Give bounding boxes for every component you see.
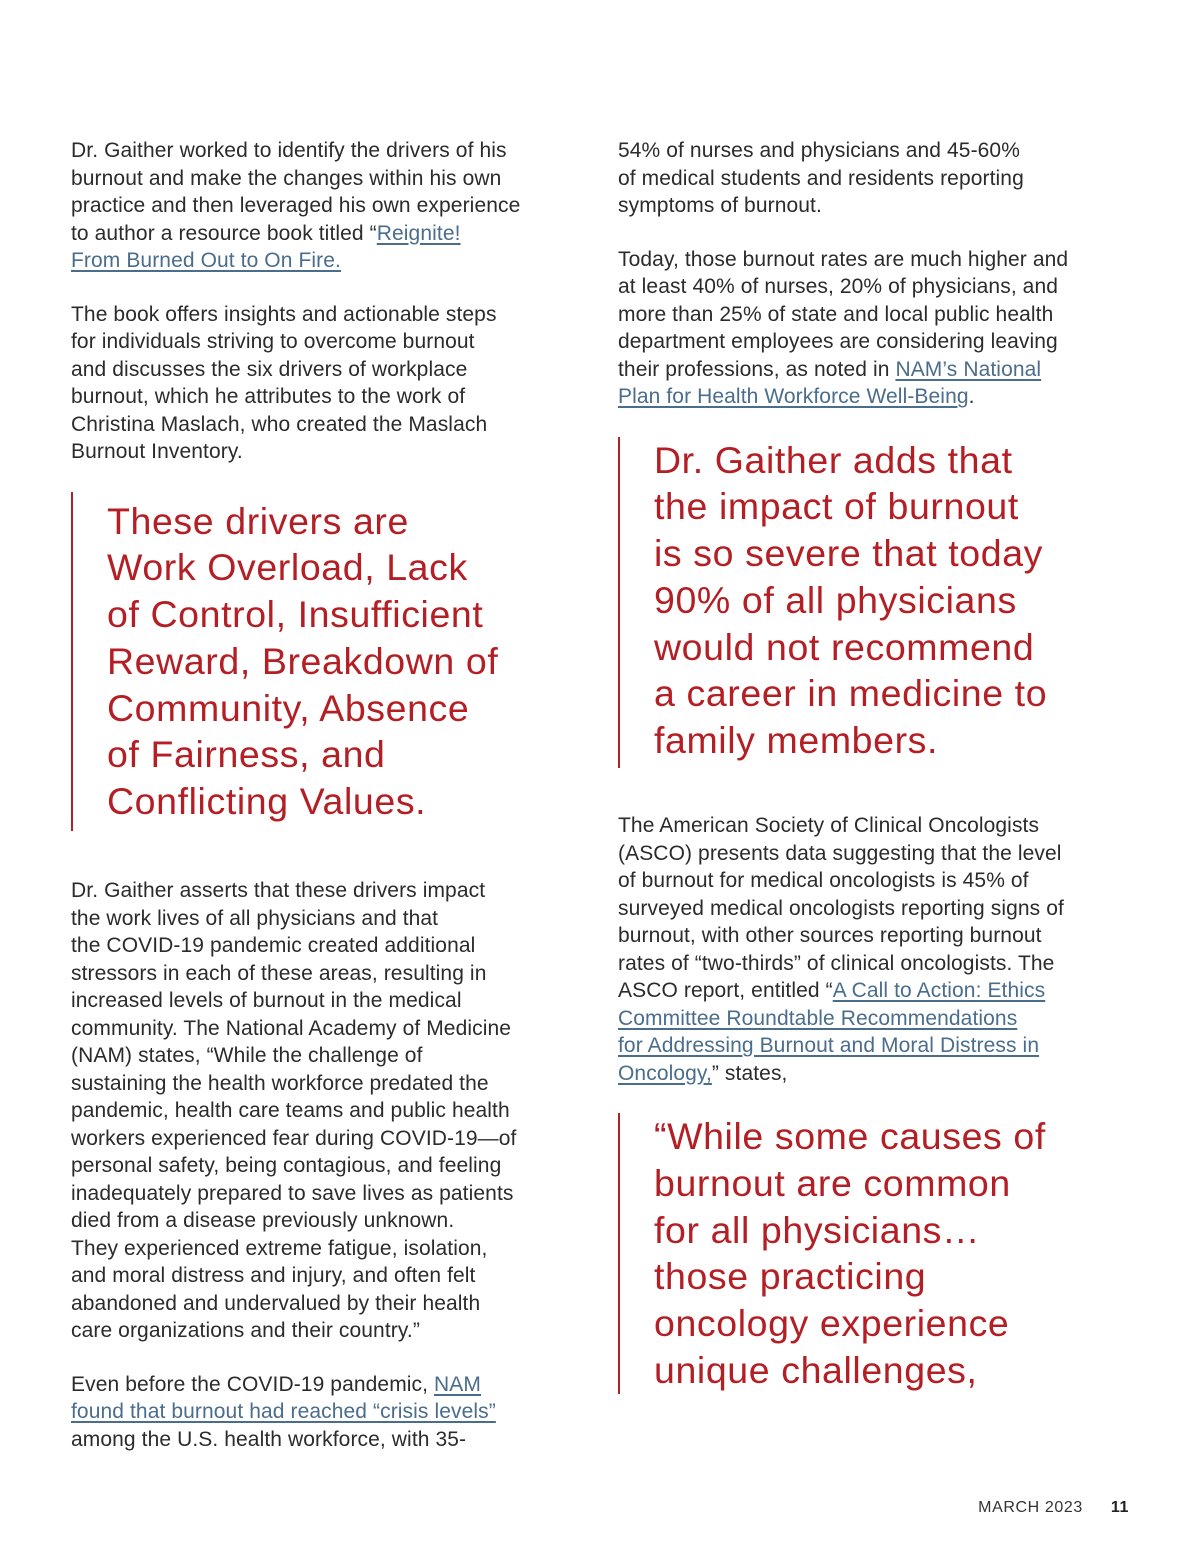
text-line: at least 40% of nurses, 20% of physicians, and bbox=[618, 275, 1059, 298]
text-line: for individuals striving to overcome burnout bbox=[71, 330, 475, 353]
text-line: died from a disease previously unknown. bbox=[71, 1209, 455, 1233]
quote-line: Reward, Breakdown of bbox=[107, 639, 499, 682]
nam-crisis-link-cont[interactable]: found that burnout had reached “crisis levels” bbox=[71, 1400, 496, 1424]
text-line: care organizations and their country.” bbox=[71, 1319, 420, 1343]
text-line: personal safety, being contagious, and feeling bbox=[71, 1154, 502, 1178]
text-fragment: to author a resource book titled “ bbox=[71, 221, 377, 245]
asco-report-link-cont[interactable]: Committee Roundtable Recommendations bbox=[618, 1006, 1018, 1030]
text-line: increased levels of burnout in the medical bbox=[71, 989, 462, 1013]
text-line: The American Society of Clinical Oncologists bbox=[618, 814, 1040, 838]
text-line bbox=[618, 1005, 1138, 1033]
asco-report-link-cont[interactable]: Oncology, bbox=[618, 1061, 712, 1085]
text-line: abandoned and undervalued by their health bbox=[71, 1291, 481, 1315]
quote-line: would not recommend bbox=[654, 625, 1035, 668]
nam-national-plan-link[interactable]: NAM’s National bbox=[895, 357, 1042, 381]
text-line: among the U.S. health workforce, with 35- bbox=[71, 1427, 467, 1451]
quote-line: those practicing bbox=[654, 1255, 927, 1298]
text-line: the COVID-19 pandemic created additional bbox=[71, 934, 476, 958]
quote-line: Community, Absence bbox=[107, 686, 470, 729]
text-line bbox=[618, 977, 1138, 1005]
paragraph-gaither-drivers bbox=[71, 137, 586, 275]
issue-date: MARCH 2023 bbox=[978, 1499, 1083, 1516]
text-line bbox=[71, 247, 586, 275]
quote-line: a career in medicine to bbox=[654, 672, 1048, 715]
text-line: Dr. Gaither worked to identify the drivers of his bbox=[71, 139, 507, 162]
paragraph-nam-crisis bbox=[71, 1371, 586, 1454]
text-fragment: their professions, as noted in bbox=[618, 357, 896, 381]
text-fragment: ” states, bbox=[711, 1061, 788, 1085]
paragraph-asco bbox=[618, 812, 1138, 1087]
quote-line: These drivers are bbox=[107, 499, 409, 542]
text-line: Today, those burnout rates are much higher and bbox=[618, 247, 1069, 271]
text-fragment: . bbox=[968, 385, 975, 408]
paragraph-book-insights bbox=[71, 301, 586, 466]
pull-quote-drivers bbox=[71, 492, 586, 832]
text-line: Burnout Inventory. bbox=[71, 440, 243, 463]
text-line: practice and then leveraged his own experience bbox=[71, 194, 521, 217]
text-line bbox=[618, 383, 1138, 411]
text-line bbox=[618, 1060, 1138, 1088]
nam-national-plan-link-cont[interactable]: Plan for Health Workforce Well-Being bbox=[618, 385, 969, 408]
paragraph-burnout-rates bbox=[618, 137, 1138, 220]
nam-crisis-link[interactable]: NAM bbox=[434, 1372, 481, 1396]
quote-line: family members. bbox=[654, 719, 939, 762]
quote-line: Conflicting Values. bbox=[107, 780, 427, 823]
text-fragment: ASCO report, entitled “ bbox=[618, 979, 833, 1003]
text-line: and discusses the six drivers of workplace bbox=[71, 357, 468, 381]
text-line: burnout, with other sources reporting burnout bbox=[618, 924, 1042, 948]
reignite-book-link-cont[interactable]: From Burned Out to On Fire. bbox=[71, 249, 341, 272]
quote-line: of Control, Insufficient bbox=[107, 593, 484, 636]
quote-line: Work Overload, Lack bbox=[107, 546, 468, 589]
quote-line: oncology experience bbox=[654, 1302, 1010, 1345]
page-footer bbox=[978, 1499, 1129, 1517]
text-line: rates of “two-thirds” of clinical oncologists. The bbox=[618, 951, 1055, 975]
quote-line: is so severe that today bbox=[654, 532, 1044, 575]
text-line bbox=[618, 356, 1138, 384]
pull-quote-oncology bbox=[618, 1113, 1138, 1394]
text-line: surveyed medical oncologists reporting signs of bbox=[618, 896, 1064, 920]
quote-line: Dr. Gaither adds that bbox=[654, 438, 1013, 481]
pull-quote-recommend bbox=[618, 437, 1138, 769]
quote-line: unique challenges, bbox=[654, 1349, 978, 1392]
text-line: workers experienced fear during COVID-19—of bbox=[71, 1126, 517, 1150]
text-line: burnout and make the changes within his own bbox=[71, 166, 502, 190]
text-line: the work lives of all physicians and that bbox=[71, 906, 439, 930]
page-number: 11 bbox=[1110, 1499, 1129, 1516]
text-line: (NAM) states, “While the challenge of bbox=[71, 1044, 423, 1068]
text-line: of burnout for medical oncologists is 45% of bbox=[618, 869, 1029, 893]
text-line: inadequately prepared to save lives as patients bbox=[71, 1181, 514, 1205]
quote-line: for all physicians… bbox=[654, 1208, 981, 1251]
asco-report-link[interactable]: A Call to Action: Ethics bbox=[832, 979, 1046, 1003]
text-line: community. The National Academy of Medicine bbox=[71, 1016, 512, 1040]
quote-line: “While some causes of bbox=[654, 1115, 1046, 1158]
text-line: pandemic, health care teams and public health bbox=[71, 1099, 510, 1123]
text-line: sustaining the health workforce predated the bbox=[71, 1071, 489, 1095]
text-line: (ASCO) presents data suggesting that the level bbox=[618, 841, 1062, 865]
text-line bbox=[71, 220, 586, 248]
text-fragment: Even before the COVID-19 pandemic, bbox=[71, 1372, 435, 1396]
text-line: They experienced extreme fatigue, isolation, bbox=[71, 1236, 488, 1260]
text-line: symptoms of burnout. bbox=[618, 194, 822, 217]
paragraph-today-rates bbox=[618, 246, 1138, 411]
paragraph-covid-stressors bbox=[71, 877, 586, 1345]
left-column bbox=[71, 137, 586, 1479]
text-line: department employees are considering leaving bbox=[618, 330, 1058, 353]
text-line: Christina Maslach, who created the Maslach bbox=[71, 412, 488, 436]
text-line bbox=[71, 1398, 586, 1426]
quote-line: burnout are common bbox=[654, 1161, 1011, 1204]
text-line: The book offers insights and actionable steps bbox=[71, 302, 497, 326]
text-line: stressors in each of these areas, resulting in bbox=[71, 961, 487, 985]
right-column bbox=[618, 137, 1138, 1394]
quote-line: of Fairness, and bbox=[107, 733, 386, 776]
text-line: of medical students and residents reporting bbox=[618, 166, 1024, 190]
text-line: burnout, which he attributes to the work of bbox=[71, 385, 466, 408]
text-line: and moral distress and injury, and often felt bbox=[71, 1264, 476, 1288]
text-line: 54% of nurses and physicians and 45-60% bbox=[618, 139, 1020, 162]
quote-line: the impact of burnout bbox=[654, 485, 1019, 528]
reignite-book-link[interactable]: Reignite! bbox=[376, 221, 461, 245]
text-line bbox=[71, 1371, 586, 1399]
asco-report-link-cont[interactable]: for Addressing Burnout and Moral Distress in bbox=[618, 1034, 1040, 1058]
quote-line: 90% of all physicians bbox=[654, 578, 1017, 621]
text-line: Dr. Gaither asserts that these drivers impact bbox=[71, 879, 486, 903]
text-line bbox=[618, 1032, 1138, 1060]
text-line: more than 25% of state and local public health bbox=[618, 302, 1054, 326]
